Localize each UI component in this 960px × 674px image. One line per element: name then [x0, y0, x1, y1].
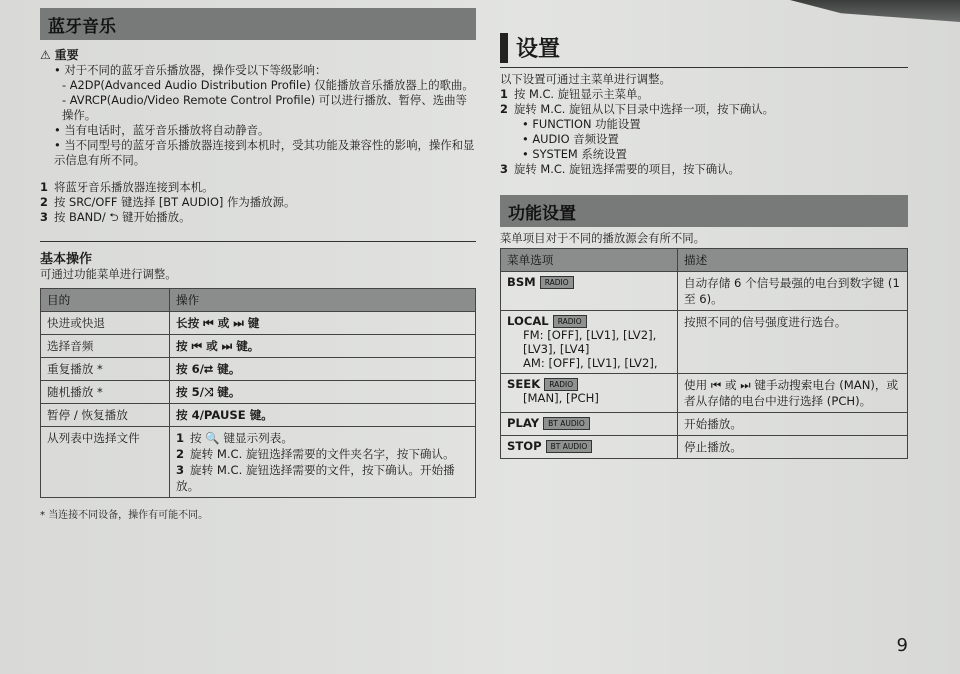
step: 2 按 SRC/OFF 键选择 [BT AUDIO] 作为播放源。: [40, 195, 296, 209]
steps: [40, 180, 476, 225]
col-menu-header: 菜单选项: [501, 249, 678, 272]
step: 2 旋转 M.C. 旋钮从以下目录中选择一项，按下确认。: [500, 102, 775, 116]
bt-music-title: 蓝牙音乐: [40, 8, 476, 40]
radio-badge: RADIO: [553, 315, 587, 328]
function-settings-title: 功能设置: [500, 195, 908, 227]
note-item: • 当有电话时，蓝牙音乐播放将自动静音。: [54, 123, 270, 137]
left-column: [40, 0, 476, 521]
title-block-icon: [500, 33, 508, 63]
footnote: * 当连接不同设备，操作有可能不同。: [40, 510, 209, 521]
function-intro: 菜单项目对于不同的播放源会有所不同。: [500, 231, 706, 245]
divider: [40, 241, 476, 242]
bt-audio-badge: BT AUDIO: [543, 417, 590, 430]
note-item: • 对于不同的蓝牙音乐播放器，操作受以下等级影响：: [54, 63, 327, 77]
step: 3 旋转 M.C. 旋钮选择需要的项目，按下确认。: [500, 162, 740, 176]
basic-ops-title: 基本操作: [40, 252, 93, 267]
bt-audio-badge: BT AUDIO: [546, 440, 593, 453]
option-item: • FUNCTION 功能设置: [522, 117, 641, 131]
col-action-header: 操作: [170, 289, 476, 312]
notes: [40, 63, 476, 168]
table-row: PLAY BT AUDIO 开始播放。: [501, 413, 908, 436]
radio-badge: RADIO: [544, 378, 578, 391]
important-icon: ⚠: [40, 48, 51, 62]
note-item: - AVRCP(Audio/Video Remote Control Profile) 可以进行播放、暂停、选曲等操作。: [62, 93, 467, 122]
list-step: 2 旋转 M.C. 旋钮选择需要的文件夹名字，按下确认。: [176, 447, 455, 461]
settings-title: 设置: [500, 32, 908, 63]
table-row: LOCAL RADIO FM: [OFF], [LV1], [LV2], [LV3], [LV4] AM: [OFF], [LV1], [LV2], 按照不同的信号强度进行选台。: [501, 311, 908, 374]
step: 1 将蓝牙音乐播放器连接到本机。: [40, 180, 214, 194]
table-row: BSM RADIO 自动存储 6 个信号最强的电台到数字键 (1 至 6)。: [501, 272, 908, 311]
option-item: • AUDIO 音频设置: [522, 132, 619, 146]
important-heading: [40, 46, 476, 63]
note-item: • 当不同型号的蓝牙音乐播放器连接到本机时，受其功能及兼容性的影响，操作和显示信息有所不同。: [54, 138, 475, 167]
list-step: 1 按 🔍 键显示列表。: [176, 431, 293, 445]
table-row: 选择音频 按 ⏮ 或 ⏭ 键。: [41, 335, 476, 358]
table-row: 快进或快退 长按 ⏮ 或 ⏭ 键: [41, 312, 476, 335]
col-desc-header: 描述: [678, 249, 908, 272]
list-step: 3 旋转 M.C. 旋钮选择需要的文件，按下确认。开始播放。: [176, 463, 455, 493]
table-row: 重复播放 * 按 6/⮂ 键。: [41, 358, 476, 381]
table-row: SEEK RADIO [MAN], [PCH] 使用 ⏮ 或 ⏭ 键手动搜索电台 (MAN)，或者从存储的电台中进行选择 (PCH)。: [501, 374, 908, 413]
basic-ops-table: [40, 288, 476, 498]
settings-steps: [500, 87, 908, 177]
option-item: • SYSTEM 系统设置: [522, 147, 627, 161]
note-item: - A2DP(Advanced Audio Distribution Profile) 仅能播放音乐播放器上的歌曲。: [62, 78, 474, 92]
table-row: STOP BT AUDIO 停止播放。: [501, 436, 908, 459]
divider: [500, 67, 908, 68]
table-row: 随机播放 * 按 5/⤨ 键。: [41, 381, 476, 404]
radio-badge: RADIO: [540, 276, 574, 289]
table-row: 从列表中选择文件 1 按 🔍 键显示列表。 2 旋转 M.C. 旋钮选择需要的文件夹名字，按下确认。 3 旋转 M.C. 旋钮选择需要的文件，按下确认。开始播放。: [41, 427, 476, 498]
step: 1 按 M.C. 旋钮显示主菜单。: [500, 87, 649, 101]
function-table: [500, 248, 908, 459]
important-label: 重要: [54, 48, 79, 62]
col-purpose-header: 目的: [41, 289, 170, 312]
step: 3 按 BAND/ ⮌ 键开始播放。: [40, 210, 191, 224]
table-row: 暂停 / 恢复播放 按 4/PAUSE 键。: [41, 404, 476, 427]
page-number: 9: [896, 635, 908, 656]
settings-intro: 以下设置可通过主菜单进行调整。: [500, 72, 671, 86]
right-column: [500, 0, 908, 459]
basic-ops-intro: 可通过功能菜单进行调整。: [40, 267, 177, 281]
